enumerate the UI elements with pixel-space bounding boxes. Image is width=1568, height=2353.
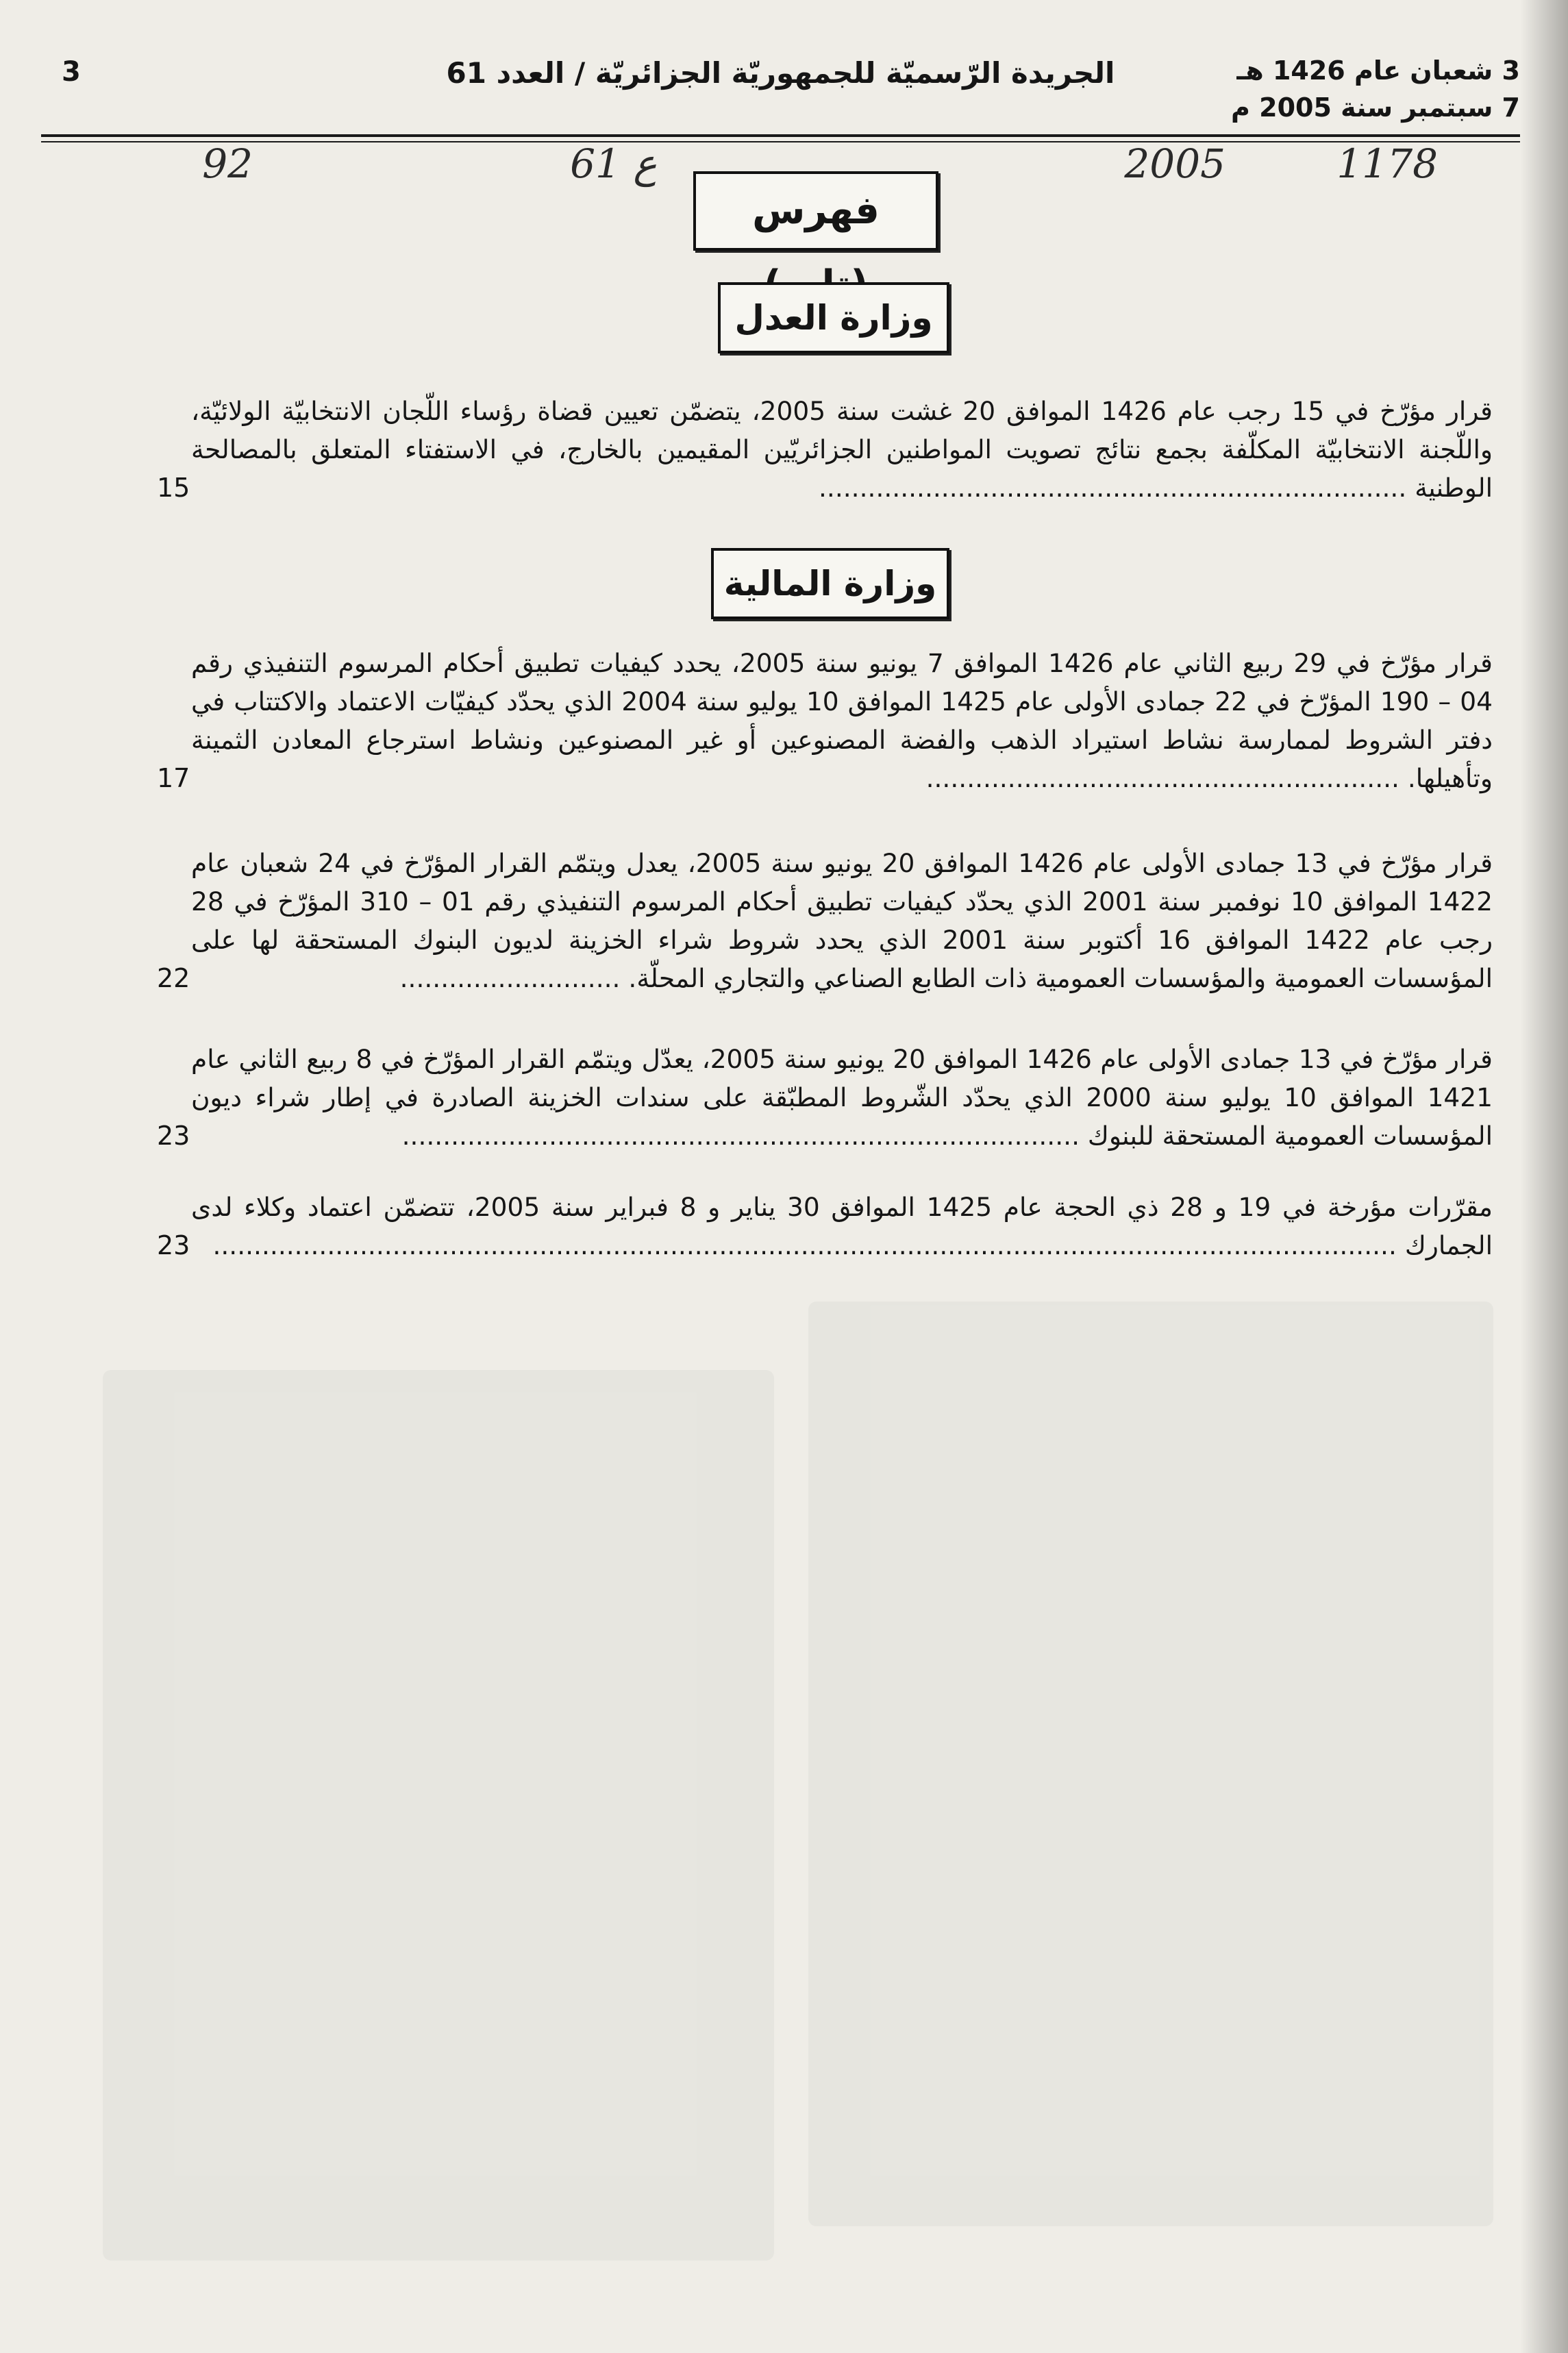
header-rule-thin	[41, 141, 1520, 142]
entry-text: مقرّرات مؤرخة في 19 و 28 ذي الحجة عام 1425 الموافق 30 يناير و 8 فبراير سنة 2005، تتضمّن اعتماد وكلاء لدى الجمارك	[191, 1192, 1493, 1260]
entry-page-number: 15	[157, 473, 190, 503]
entry-text: قرار مؤرّخ في 15 رجب عام 1426 الموافق 20 غشت سنة 2005، يتضمّن تعيين قضاة رؤساء اللّجان الانتخابيّة الولائيّة، واللّجنة الانتخابيّة المكلّفة بجمع نتائج تصويت المواطنين الجزائريّين المقيمين بالخارج، في الاستفتاء المتعلق بالمصالحة الوطنية	[191, 396, 1493, 503]
header-rule	[41, 134, 1520, 137]
index-entry	[157, 1188, 1493, 1265]
index-entry	[157, 644, 1493, 797]
index-entry	[157, 1040, 1493, 1155]
index-heading: فهرس	[693, 171, 938, 251]
dot-leader: ...........................	[399, 963, 621, 993]
index-entry	[157, 844, 1493, 997]
section-heading-justice: وزارة العدل	[718, 282, 949, 353]
bleed-through-shadow	[808, 1302, 1493, 2226]
handwritten-note: ع 61	[570, 140, 657, 187]
dot-leader: ..........................................................	[925, 763, 1399, 793]
gazette-title: الجريدة الرّسميّة للجمهوريّة الجزائريّة / العدد 61	[446, 56, 1115, 90]
page-header	[41, 41, 1520, 137]
entry-page-number: 22	[157, 963, 190, 993]
hijri-date: 3 شعبان عام 1426 هـ	[1236, 55, 1520, 86]
binding-shadow	[1520, 0, 1568, 2353]
dot-leader: ........................................................................	[819, 473, 1407, 503]
dot-leader: ...................................................................................	[401, 1121, 1080, 1151]
entry-text: قرار مؤرّخ في 29 ربيع الثاني عام 1426 الموافق 7 يونيو سنة 2005، يحدد كيفيات تطبيق أحكام المرسوم التنفيذي رقم 04 – 190 المؤرّخ في 22 جمادى الأولى عام 1425 الموافق 10 يوليو سنة 2004 الذي يحدّد كيفيّات الاعتماد والاكتتاب في دفتر الشروط لممارسة نشاط استيراد الذهب والفضة المصنوعين أو غير المصنوعين ونشاط استرجاع المعادن الثمينة وتأهيلها.	[191, 648, 1493, 793]
entry-page-number: 17	[157, 763, 190, 793]
page-number: 3	[62, 56, 81, 88]
entry-page-number: 23	[157, 1121, 190, 1151]
dot-leader: .................................................................................................................................................	[212, 1230, 1397, 1260]
bleed-through-shadow	[103, 1370, 774, 2261]
handwritten-note: 2005	[1124, 140, 1225, 187]
entry-text: قرار مؤرّخ في 13 جمادى الأولى عام 1426 الموافق 20 يونيو سنة 2005، يعدل ويتمّم القرار المؤرّخ في 24 شعبان عام 1422 الموافق 10 نوفمبر سنة 2001 الذي يحدّد كيفيات تطبيق أحكام المرسوم التنفيذي رقم 01 – 310 المؤرّخ في 28 رجب عام 1422 الموافق 16 أكتوبر سنة 2001 الذي يحدد شروط شراء الخزينة لديون البنوك المستحقة لها على المؤسسات العمومية والمؤسسات العمومية ذات الطابع الصناعي والتجاري المحلّة.	[191, 848, 1493, 993]
gregorian-date: 7 سبتمبر سنة 2005 م	[1231, 92, 1520, 123]
handwritten-note: 92	[202, 140, 253, 187]
entry-text: قرار مؤرّخ في 13 جمادى الأولى عام 1426 الموافق 20 يونيو سنة 2005، يعدّل ويتمّم القرار المؤرّخ في 8 ربيع الثاني عام 1421 الموافق 10 يوليو سنة 2000 الذي يحدّد الشّروط المطبّقة على سندات الخزينة الصادرة في إطار شراء ديون المؤسسات العمومية المستحقة للبنوك	[191, 1044, 1493, 1151]
index-entry	[157, 392, 1493, 507]
section-heading-finance: وزارة المالية	[711, 548, 949, 619]
entry-page-number: 23	[157, 1230, 190, 1260]
handwritten-note: 1178	[1336, 140, 1438, 187]
